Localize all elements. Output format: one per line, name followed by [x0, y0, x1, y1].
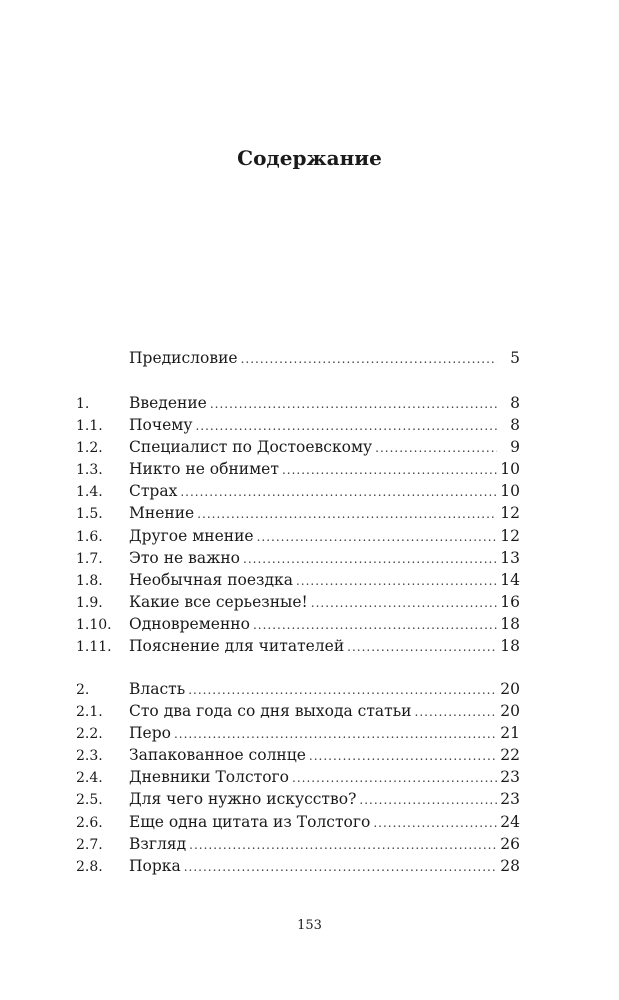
page-number: 153	[297, 918, 322, 933]
toc-entry	[76, 635, 520, 657]
toc-group-chapter-2	[76, 678, 520, 877]
toc-entry	[76, 591, 520, 613]
toc-entry-number: 1.8.	[76, 572, 103, 589]
toc-group-chapter-1	[76, 392, 520, 657]
toc-entry	[76, 744, 520, 766]
toc-entry-number: 1.5.	[76, 506, 103, 523]
toc-entry-number: 2.8.	[76, 858, 103, 875]
toc-entry-number: 1.	[76, 396, 90, 412]
toc-dot-leader	[359, 789, 497, 811]
toc-entry-page: 12	[500, 504, 520, 523]
toc-dot-leader	[347, 636, 497, 658]
toc-entry	[76, 414, 520, 436]
toc-entry	[76, 700, 520, 722]
toc-dot-leader	[292, 767, 497, 789]
toc-entry-page: 18	[500, 614, 520, 633]
toc-entry-number: 2.4.	[76, 770, 103, 787]
toc-entry-number: 1.3.	[76, 462, 103, 479]
toc-entry-page: 10	[500, 460, 520, 479]
toc-entry-number: 1.1.	[76, 418, 103, 435]
toc-group-preface	[76, 347, 520, 369]
toc-entry	[76, 525, 520, 547]
toc-entry	[76, 678, 520, 700]
toc-dot-leader	[375, 437, 497, 459]
toc-entry-title: Для чего нужно искусство?	[129, 790, 357, 809]
toc-entry-page: 20	[500, 680, 520, 698]
toc-entry	[76, 480, 520, 502]
toc-dot-leader	[197, 503, 497, 525]
toc-dot-leader	[210, 393, 497, 415]
toc-entry-page: 14	[500, 570, 520, 589]
toc-entry	[76, 436, 520, 458]
toc-entry-title: Введение	[129, 394, 207, 412]
toc-entry-title: Необычная поездка	[129, 570, 293, 589]
toc-dot-leader	[253, 614, 497, 636]
toc-entry	[76, 788, 520, 810]
toc-entry-title: Власть	[129, 680, 186, 698]
toc-entry	[76, 811, 520, 833]
toc-dot-leader	[243, 548, 497, 570]
toc-entry-title: Какие все серьезные!	[129, 592, 308, 611]
toc-entry	[76, 547, 520, 569]
toc-entry	[76, 569, 520, 591]
toc-entry-page: 26	[500, 834, 520, 853]
toc-entry-title: Сто два года со дня выхода статьи	[129, 702, 412, 721]
toc-entry-number: 1.11.	[76, 639, 112, 656]
toc-entry-title: Мнение	[129, 504, 195, 523]
toc-entry-number: 2.	[76, 682, 90, 698]
toc-entry	[76, 458, 520, 480]
toc-entry-page: 8	[510, 394, 520, 412]
page-title: Содержание	[237, 146, 382, 170]
toc-entry-page: 10	[500, 482, 520, 501]
toc-dot-leader	[282, 459, 497, 481]
toc-dot-leader	[309, 745, 497, 767]
toc-entry-number: 2.3.	[76, 748, 103, 765]
toc-dot-leader	[195, 415, 497, 437]
toc-entry-number: 2.7.	[76, 836, 103, 853]
toc-entry-title: Почему	[129, 416, 193, 435]
toc-entry-number: 2.5.	[76, 792, 103, 809]
toc-entry	[76, 502, 520, 524]
toc-dot-leader	[373, 812, 497, 834]
toc-dot-leader	[296, 570, 497, 592]
toc-entry-page: 20	[500, 702, 520, 721]
toc-entry-title: Страх	[129, 482, 178, 501]
toc-entry-number: 2.1.	[76, 704, 103, 721]
toc-entry-title: Порка	[129, 856, 181, 875]
toc-entry	[76, 347, 520, 369]
toc-entry-title: Еще одна цитата из Толстого	[129, 812, 371, 831]
toc-entry	[76, 766, 520, 788]
toc-entry-page: 8	[510, 416, 520, 435]
toc-dot-leader	[257, 526, 497, 548]
toc-entry-title: Дневники Толстого	[129, 768, 289, 787]
toc-entry-title: Взгляд	[129, 834, 187, 853]
toc-dot-leader	[311, 592, 497, 614]
toc-entry-page: 23	[500, 790, 520, 809]
toc-entry-title: Специалист по Достоевскому	[129, 438, 373, 457]
toc-entry-title: Это не важно	[129, 548, 241, 567]
toc-entry-page: 5	[510, 349, 520, 367]
toc-entry-title: Предисловие	[129, 349, 238, 367]
toc-entry-page: 28	[500, 856, 520, 875]
toc-entry-number: 1.4.	[76, 484, 103, 501]
toc-entry-title: Запакованное солнце	[129, 746, 306, 765]
toc-entry-number: 1.10.	[76, 616, 112, 633]
toc-entry-page: 21	[500, 724, 520, 743]
toc-entry-page: 23	[500, 768, 520, 787]
toc-entry	[76, 855, 520, 877]
toc-dot-leader	[189, 834, 497, 856]
toc-entry-page: 22	[500, 746, 520, 765]
toc-dot-leader	[188, 679, 497, 701]
toc-entry-title: Другое мнение	[129, 526, 254, 545]
toc-dot-leader	[184, 856, 497, 878]
toc-dot-leader	[241, 348, 497, 370]
toc-entry-number: 1.2.	[76, 440, 103, 457]
toc-dot-leader	[180, 481, 497, 503]
toc-entry-page: 18	[500, 637, 520, 656]
toc-entry	[76, 833, 520, 855]
toc-entry-page: 12	[500, 526, 520, 545]
toc-entry-page: 13	[500, 548, 520, 567]
toc-entry-page: 16	[500, 592, 520, 611]
toc-dot-leader	[174, 723, 497, 745]
toc-entry-number: 1.6.	[76, 528, 103, 545]
toc-dot-leader	[415, 701, 497, 723]
toc-entry-number: 1.7.	[76, 550, 103, 567]
toc-entry-page: 9	[510, 438, 520, 457]
toc-entry-title: Пояснение для читателей	[129, 637, 345, 656]
toc-entry-number: 2.6.	[76, 814, 103, 831]
toc-entry	[76, 613, 520, 635]
toc-entry-number: 2.2.	[76, 726, 103, 743]
toc-entry-title: Одновременно	[129, 614, 250, 633]
toc-entry	[76, 392, 520, 414]
toc-entry-title: Перо	[129, 724, 171, 743]
toc-entry-number: 1.9.	[76, 594, 103, 611]
toc-entry-page: 24	[500, 812, 520, 831]
toc-entry	[76, 722, 520, 744]
toc-entry-title: Никто не обнимет	[129, 460, 279, 479]
